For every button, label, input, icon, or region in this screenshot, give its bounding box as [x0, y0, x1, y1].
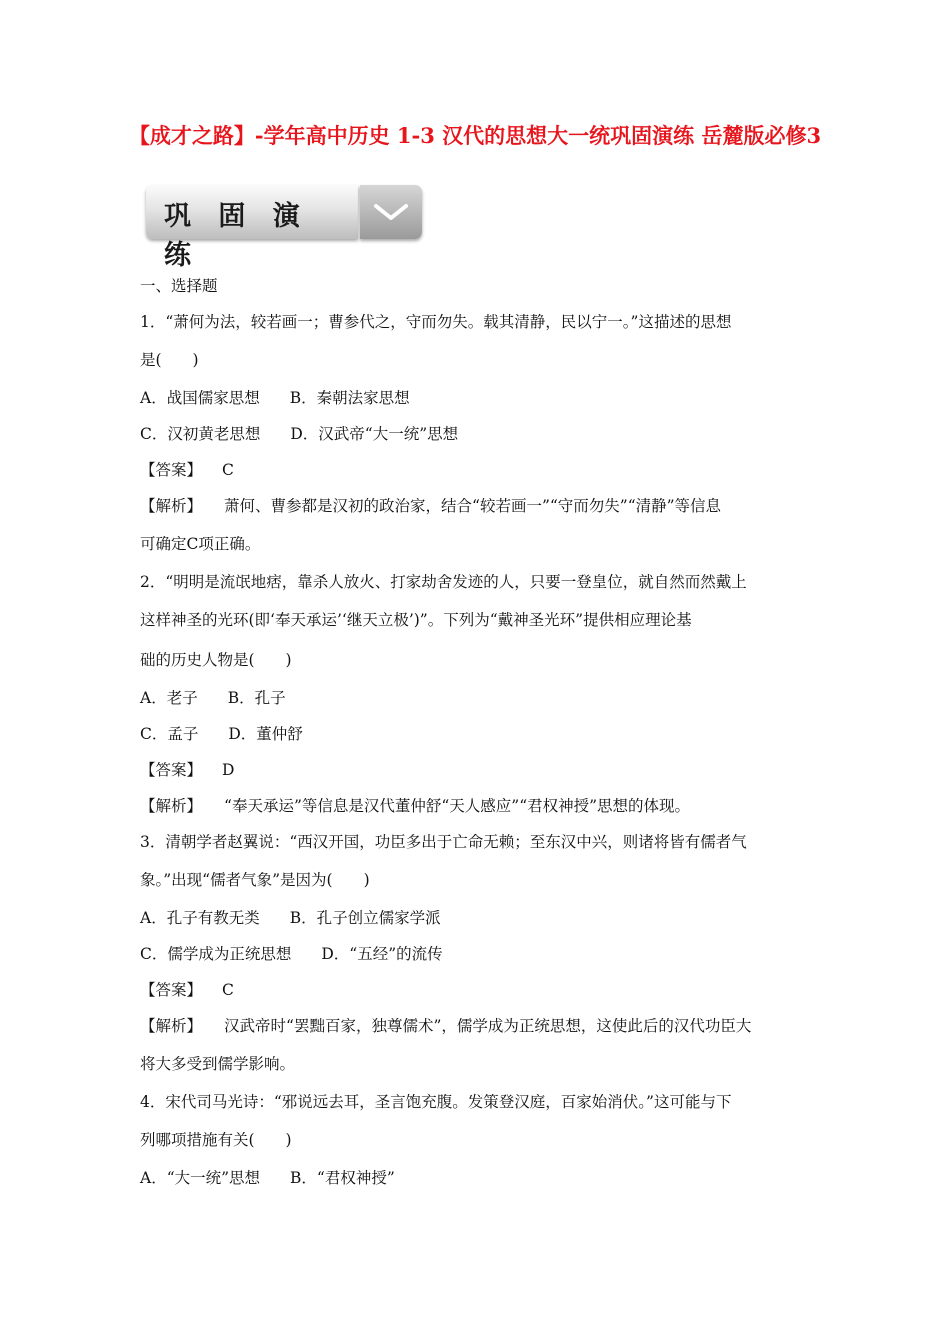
- q4-stem-line1: 4．宋代司马光诗：“邪说远去耳，圣言饱充腹。发策登汉庭，百家始消伏。”这可能与下: [140, 1093, 732, 1111]
- answer-tag: 【答案】: [140, 761, 203, 779]
- q3-stem-line2: 象。”出现“儒者气象”是因为( ): [140, 871, 370, 889]
- answer-tag: 【答案】: [140, 461, 203, 479]
- section-heading: 一、选择题: [140, 277, 218, 295]
- q1-option-d: D．汉武帝“大一统”思想: [290, 425, 459, 443]
- section-banner: [146, 185, 422, 271]
- q2-stem-line2: 这样神圣的光环(即‘奉天承运’‘继天立极’)”。下列为“戴神圣光环”提供相应理论基: [140, 611, 692, 629]
- q3-analysis-line1: [140, 1008, 820, 1044]
- answer-value: D: [222, 761, 235, 779]
- q4-option-a: A．“大一统”思想: [140, 1169, 261, 1187]
- answer-value: C: [222, 981, 234, 999]
- q3-analysis-line2: 将大多受到儒学影响。: [140, 1055, 296, 1073]
- page-title: 【成才之路】-学年高中历史 1-3 汉代的思想大一统巩固演练 岳麓版必修3: [128, 123, 822, 148]
- q3-option-b: B．孔子创立儒家学派: [289, 909, 441, 927]
- analysis-text: 萧何、曹参都是汉初的政治家，结合“较若画一”“守而勿失”“清静”等信息: [224, 497, 722, 515]
- banner-main: [146, 185, 358, 271]
- q3-option-c: C．儒学成为正统思想: [140, 945, 292, 963]
- q2-analysis-line1: [140, 788, 820, 824]
- q4-options-ab: [140, 1160, 820, 1196]
- question-list: [140, 268, 820, 1196]
- q1-options-ab: [140, 380, 820, 416]
- analysis-text: “奉天承运”等信息是汉代董仲舒“天人感应”“君权神授”思想的体现。: [224, 797, 691, 815]
- q1-answer: [140, 452, 820, 488]
- analysis-tag: 【解析】: [140, 1017, 203, 1035]
- banner-cap: [360, 185, 422, 239]
- q2-option-d: D．董仲舒: [228, 725, 303, 743]
- q1-option-b: B．秦朝法家思想: [289, 389, 410, 407]
- q2-options-cd: [140, 716, 820, 752]
- q1-options-cd: [140, 416, 820, 452]
- q1-analysis-line1: [140, 488, 820, 524]
- analysis-text: 汉武帝时“罢黜百家，独尊儒术”，儒学成为正统思想，这使此后的汉代功臣大: [224, 1017, 752, 1035]
- q1-option-a: A．战国儒家思想: [140, 389, 260, 407]
- answer-tag: 【答案】: [140, 981, 203, 999]
- q2-options-ab: [140, 680, 820, 716]
- q2-option-b: B．孔子: [227, 689, 286, 707]
- analysis-tag: 【解析】: [140, 497, 203, 515]
- q2-stem-line1: 2．“明明是流氓地痞，靠杀人放火、打家劫舍发迹的人，只要一登皇位，就自然而然戴上: [140, 573, 747, 591]
- q2-answer: [140, 752, 820, 788]
- q3-options-ab: [140, 900, 820, 936]
- answer-value: C: [222, 461, 234, 479]
- q2-option-c: C．孟子: [140, 725, 199, 743]
- q1-stem-line1: 1．“萧何为法，较若画一；曹参代之，守而勿失。载其清静，民以宁一。”这描述的思想: [140, 313, 732, 331]
- q2-option-a: A．老子: [140, 689, 198, 707]
- q3-option-a: A．孔子有教无类: [140, 909, 260, 927]
- q4-option-b: B．“君权神授”: [290, 1169, 395, 1187]
- q3-options-cd: [140, 936, 820, 972]
- q3-option-d: D．“五经”的流传: [321, 945, 443, 963]
- q1-stem-line2: 是( ): [140, 351, 199, 369]
- analysis-tag: 【解析】: [140, 797, 203, 815]
- chevron-down-icon: [373, 199, 409, 225]
- q4-stem-line2: 列哪项措施有关( ): [140, 1131, 292, 1149]
- q3-stem-line1: 3．清朝学者赵翼说：“西汉开国，功臣多出于亡命无赖；至东汉中兴，则诸将皆有儒者气: [140, 833, 747, 851]
- q1-option-c: C．汉初黄老思想: [140, 425, 261, 443]
- q3-answer: [140, 972, 820, 1008]
- q1-analysis-line2: 可确定C项正确。: [140, 535, 261, 553]
- q2-stem-line3: 础的历史人物是( ): [140, 651, 292, 669]
- banner-label: 巩 固 演 练: [164, 201, 309, 271]
